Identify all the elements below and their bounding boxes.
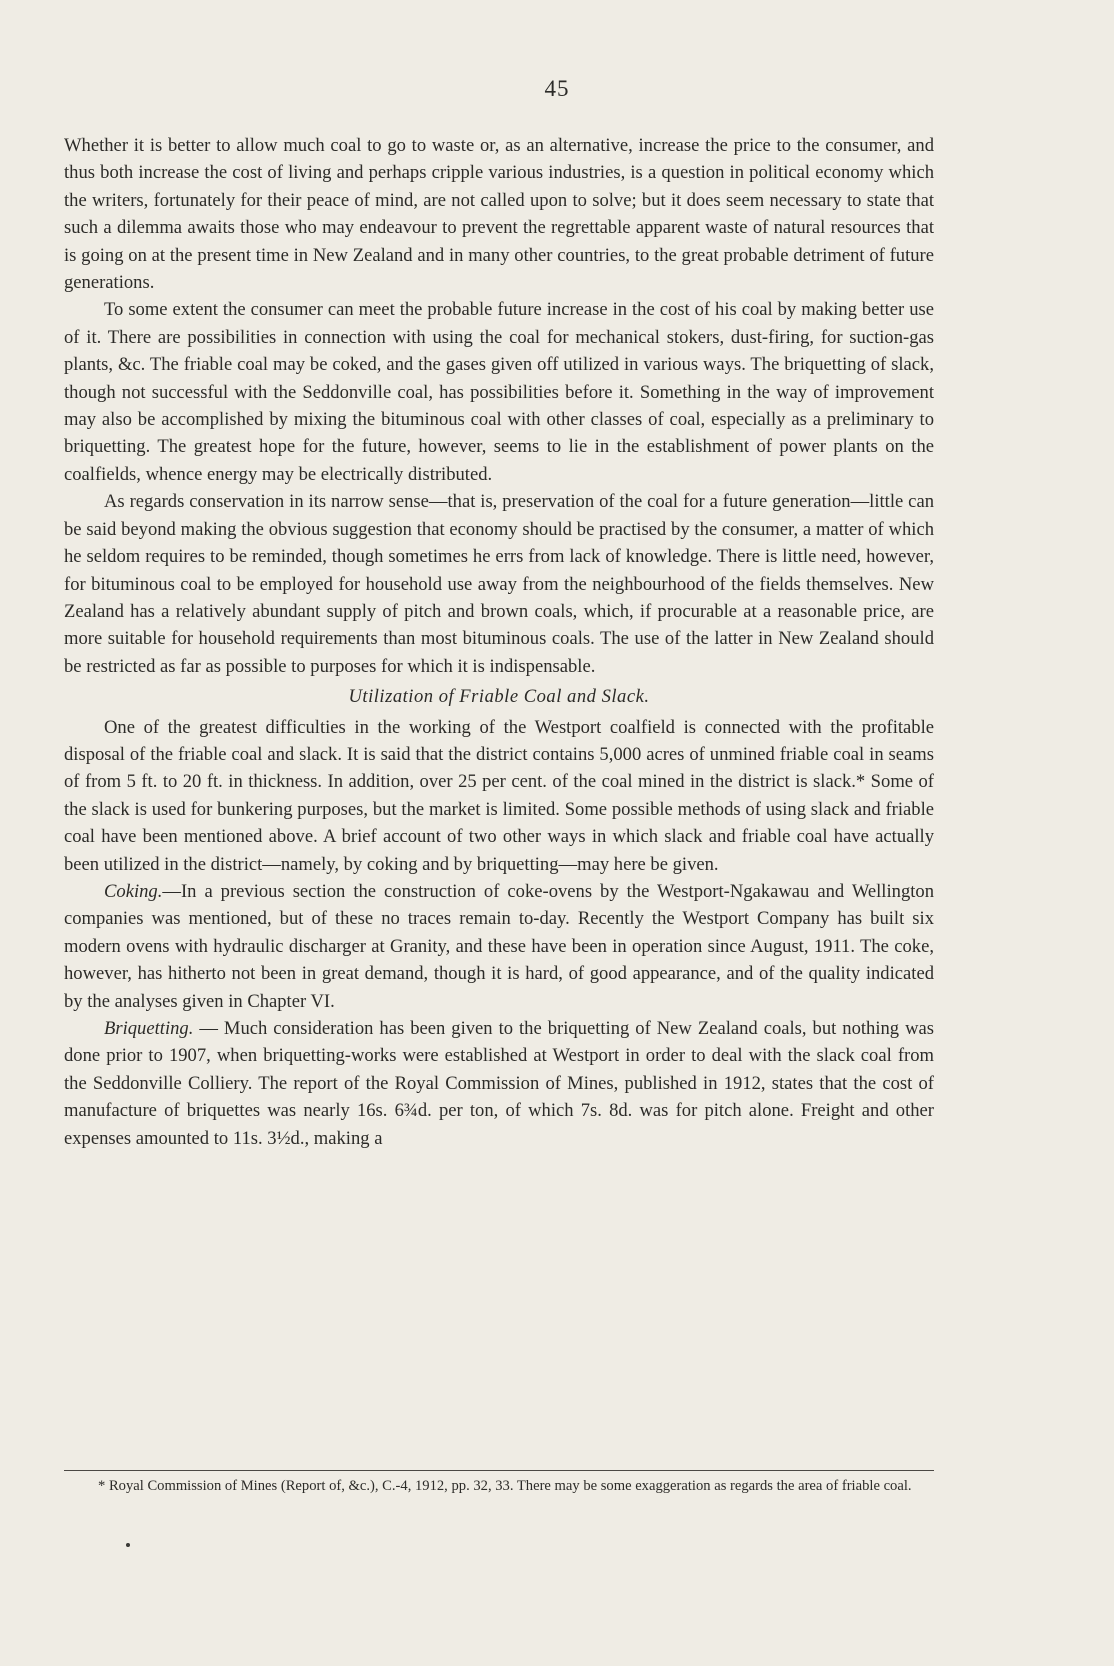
paragraph-friable-coal: One of the greatest difficulties in the working of the Westport coalfield is connected with the profitable disposal of the friable coal and slack. It is said that the district contains 5,000 acres of unmined friable coal in seams of from 5 ft. to 20 ft. in thickness. In addition, over 25 per cent. of the coal mined in the district is slack.* Some of the slack is used for bunkering purposes, but the market is limited. Some possible methods of using slack and friable coal have been mentioned above. A brief account of two other ways in which slack and friable coal have actually been utilized in the district—namely, by coking and by briquetting—may here be given. <box>64 716 934 875</box>
paragraph-briquetting <box>64 1015 934 1152</box>
coking-text: —In a previous section the construction of coke-ovens by the Westport-Ngakawau and Wellington companies was mentioned, but of these no traces remain to-day. Recently the Westport Company has built six modern ovens with hydraulic discharger at Granity, and these have been in operation since August, 1911. The coke, however, has hitherto not been in great demand, though it is hard, of good appearance, and of the quality indicated by the analyses given in Chapter VI. <box>64 880 934 1012</box>
paragraph-waste-dilemma: Whether it is better to allow much coal to go to waste or, as an alternative, increase the price to the consumer, and thus both increase the cost of living and perhaps cripple various industries, is a question in political economy which the writers, fortunately for their peace of mind, are not called upon to solve; but it does seem necessary to state that such a dilemma awaits those who may endeavour to prevent the regrettable apparent waste of natural resources that is going on at the present time in New Zealand and in many other countries, to the great probable detriment of future generations. <box>64 135 934 294</box>
section-heading: Utilization of Friable Coal and Slack. <box>348 686 650 708</box>
briquetting-label: Briquetting. <box>104 1018 194 1039</box>
footnote-text: * Royal Commission of Mines (Report of, &c.), C.-4, 1912, pp. 32, 33. There may be some exaggeration as regards the area of friable coal. <box>98 1478 912 1494</box>
coking-label: Coking. <box>104 880 163 902</box>
paragraph-better-use: To some extent the consumer can meet the probable future increase in the cost of his coal by making better use of it. There are possibilities in connection with using the coal for mechanical stokers, dust-firing, for suction-gas plants, &c. The friable coal may be coked, and the gases given off utilized in various ways. The briquetting of slack, though not successful with the Seddonville coal, has possibilities before it. Something in the way of improvement may also be accomplished by mixing the bituminous coal with other classes of coal, especially as a preliminary to briquetting. The greatest hope for the future, however, seems to lie in the establishment of power plants on the coalfields, whence energy may be electrically distributed. <box>64 299 934 485</box>
paragraph-coking <box>64 878 934 1015</box>
ink-speck <box>126 1543 130 1547</box>
paragraph-conservation: As regards conservation in its narrow sense—that is, preservation of the coal for a future generation—little can be said beyond making the obvious suggestion that economy should be practised by the consumer, a matter of which he seldom requires to be reminded, though sometimes he errs from lack of knowledge. There is little need, however, for bituminous coal to be employed for household use away from the neighbourhood of the fields themselves. New Zealand has a relatively abundant supply of pitch and brown coals, which, if procurable at a reasonable price, are more suitable for household requirements than most bituminous coals. The use of the latter in New Zealand should be restricted as far as possible to purposes for which it is indispensable. <box>64 491 934 677</box>
briquetting-text: — Much consideration has been given to the briquetting of New Zealand coals, but nothing was done prior to 1907, when briquetting-works were established at Westport in order to deal with the slack coal from the Seddonville Colliery. The report of the Royal Commission of Mines, published in 1912, states that the cost of manufacture of briquettes was nearly 16s. 6¾d. per ton, of which 7s. 8d. was for pitch alone. Freight and other expenses amounted to 11s. 3½d., making a <box>64 1018 934 1149</box>
footnote <box>64 1478 934 1495</box>
page-number: 45 <box>544 76 570 101</box>
footnote-divider <box>64 1470 934 1471</box>
main-text <box>64 132 934 1152</box>
